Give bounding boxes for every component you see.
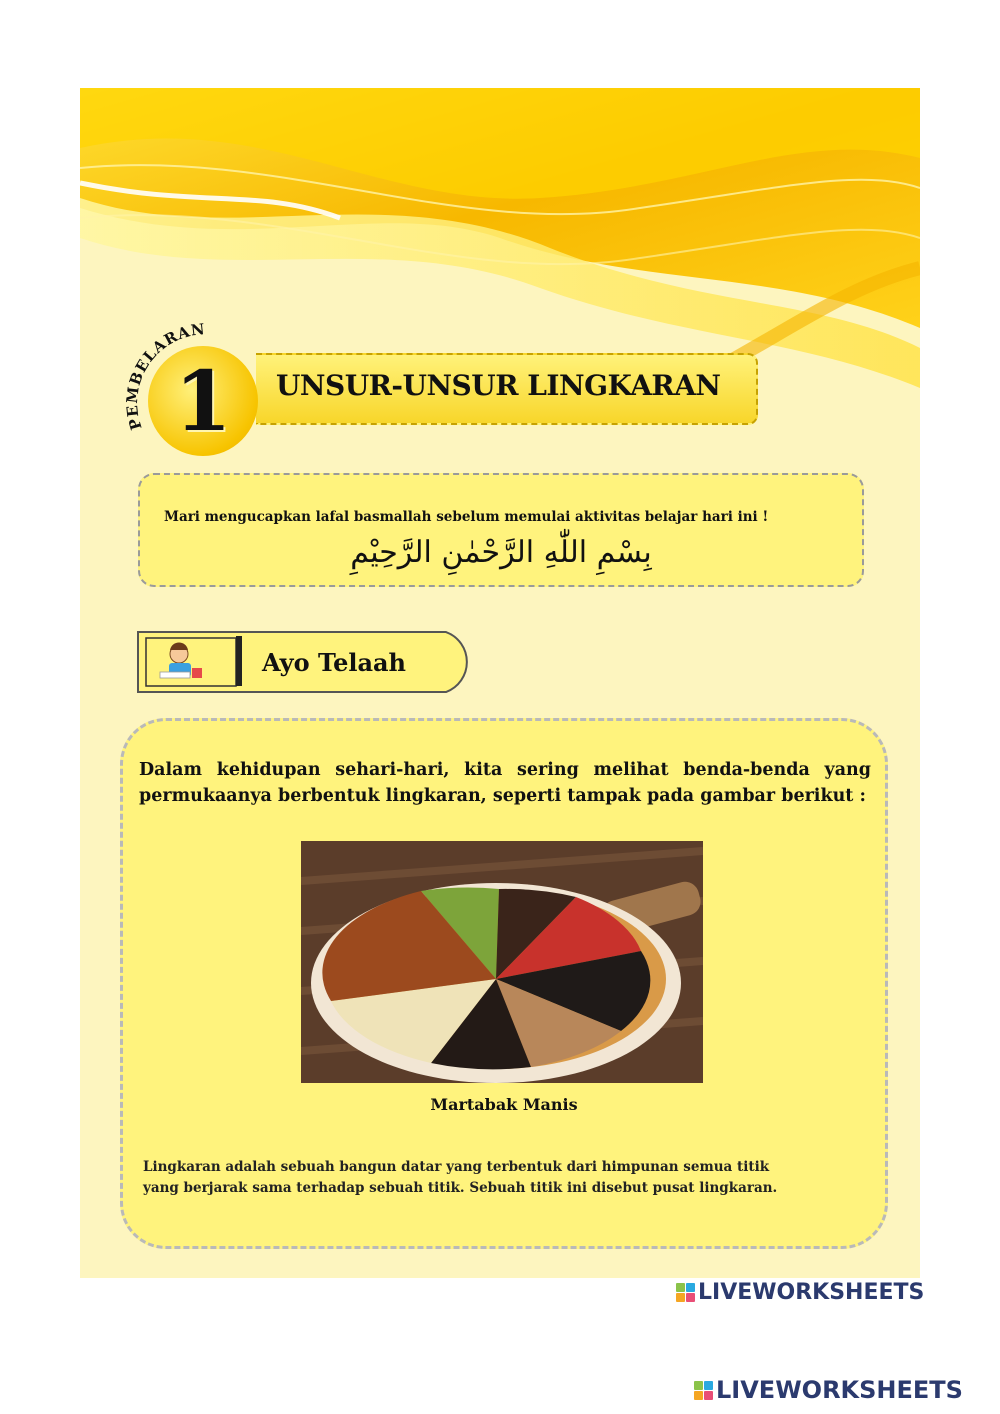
martabak-photo bbox=[301, 841, 703, 1083]
definition-line-1: Lingkaran adalah sebuah bangun datar yang terbentuk dari himpunan semua titik bbox=[143, 1159, 770, 1175]
lesson-number-badge bbox=[148, 346, 258, 456]
logo-blocks-icon bbox=[694, 1381, 713, 1400]
definition-paragraph bbox=[143, 1157, 873, 1199]
logo-blocks-icon bbox=[676, 1283, 695, 1302]
svg-text:PEMBELARAN: PEMBELARAN bbox=[122, 319, 207, 433]
content-box bbox=[120, 718, 888, 1249]
definition-line-2: yang berjarak sama terhadap sebuah titik. Sebuah titik ini disebut pusat lingkaran. bbox=[143, 1180, 778, 1196]
watermark-text: LIVEWORKSHEETS bbox=[716, 1376, 963, 1404]
watermark-logo bbox=[676, 1280, 924, 1305]
lesson-title: UNSUR-UNSUR LINGKARAN bbox=[276, 369, 721, 402]
worksheet-page bbox=[80, 88, 920, 1278]
watermark-logo-bottom bbox=[694, 1376, 963, 1404]
martabak-illustration bbox=[301, 841, 703, 1083]
watermark-text: LIVEWORKSHEETS bbox=[698, 1280, 925, 1305]
section-tab-label: Ayo Telaah bbox=[262, 648, 406, 677]
intro-instruction: Mari mengucapkan lafal basmallah sebelum memulai aktivitas belajar hari ini ! bbox=[164, 509, 769, 525]
image-caption: Martabak Manis bbox=[430, 1095, 578, 1114]
lesson-number: 1 bbox=[174, 354, 232, 450]
basmalah-text: بِسْمِ اللّٰهِ الرَّحْمٰنِ الرَّحِيْمِ bbox=[350, 535, 652, 570]
intro-box bbox=[138, 473, 864, 587]
intro-paragraph: Dalam kehidupan sehari-hari, kita sering melihat benda-benda yang permukaanya berbentuk lingkaran, seperti tampak pada gambar berikut : bbox=[139, 760, 871, 806]
lesson-title-bar bbox=[256, 353, 758, 425]
